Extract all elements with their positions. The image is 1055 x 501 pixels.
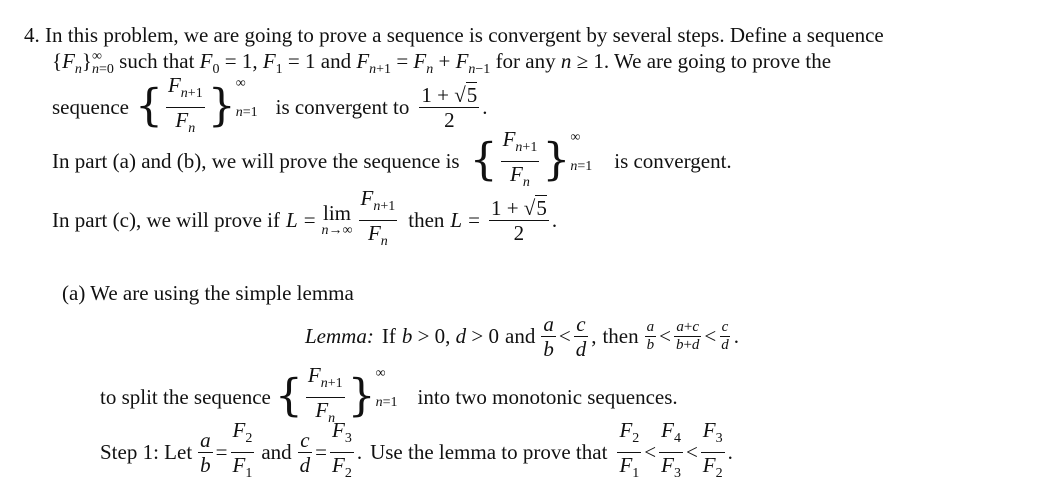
intro-text: In this problem, we are going to prove a sequence is convergent by several steps. Define a sequence: [45, 23, 884, 47]
lemma-label: Lemma:: [305, 324, 374, 348]
problem-intro-line1: [24, 22, 884, 48]
convergent-to-text: is convergent to: [275, 95, 410, 119]
intro-tail: . We are going to prove the: [603, 49, 832, 73]
initial-conditions: $F_0 = 1$, $F_1 = 1$ and $F_{n+1} = F_n + F_{n-1}$: [199, 49, 491, 78]
ratio-sequence: { $\frac{F_{n+1}}{F_n}$ } ∞ n=1: [134, 73, 258, 136]
part-c-line: In part (c), we will prove if L = lim n→∞ $\frac{F_{n+1}}{F_n}$ then L = $\frac{1 + √5}{2}$ .: [52, 186, 558, 249]
lemma-and: and: [505, 324, 536, 348]
problem-number: 4.: [24, 23, 40, 47]
split-line: [100, 363, 678, 426]
for-any-text: for any: [495, 49, 556, 73]
lemma-if: If: [381, 324, 396, 348]
ratio-sequence-2: { $\frac{F_{n+1}}{F_n}$ } ∞ n=1: [469, 127, 593, 190]
then-text: then: [408, 208, 445, 232]
problem-goal-line: sequence { $\frac{F_{n+1}}{F_n}$ } ∞ n=1 is convergent to $\frac{1 + √5}{2}$ .: [52, 78, 488, 136]
lemma-then: then: [602, 324, 639, 348]
ratio-sequence-3: { $\frac{F_{n+1}}{F_n}$ } ∞ n=1: [274, 363, 398, 426]
step1-label: Step 1: Let: [100, 440, 193, 464]
part-c-text: In part (c), we will prove if: [52, 208, 280, 232]
step1-line: Step 1: Let $\frac{a}{b}$ = $\frac{F_2}{F_1}$ and $\frac{c}{d}$ = $\frac{F_3}{F_2}$ . Use the lemma to prove that $\frac{F_2}{F_1}$ < $\frac{F_4}{F_3}$ < $\frac{F_3}{F_2}$ .: [100, 418, 733, 481]
step1-and: and: [261, 440, 292, 464]
part-ab-line: [52, 127, 732, 190]
sequence-notation: $\{F_n\}$ ∞ n=0: [52, 49, 114, 78]
golden-ratio: $\frac{1 + √5}{2}$: [421, 82, 478, 132]
sequence-word: sequence: [52, 95, 129, 119]
part-ab-text: In part (a) and (b), we will prove the sequence is: [52, 149, 460, 173]
lemma-condition: b > 0, d > 0: [401, 324, 500, 348]
part-ab-end: is convergent.: [614, 149, 732, 173]
lemma-line: Lemma: If b > 0, d > 0 and $\frac{a}{b}$ < $\frac{c}{d}$ , then $\frac{a}{b}$ < $\frac{a+c}{b+d}$ < $\frac{c}{d}$ .: [305, 311, 739, 361]
limit-expression: lim n→∞: [321, 201, 353, 238]
step1-use: Use the lemma to prove that: [370, 440, 608, 464]
part-a-label: (a) We are using the simple lemma: [62, 281, 354, 305]
n-condition: n ≥ 1: [560, 49, 604, 73]
such-that-text: such that: [119, 49, 195, 73]
split-end: into two monotonic sequences.: [417, 385, 678, 409]
split-text: to split the sequence: [100, 385, 271, 409]
